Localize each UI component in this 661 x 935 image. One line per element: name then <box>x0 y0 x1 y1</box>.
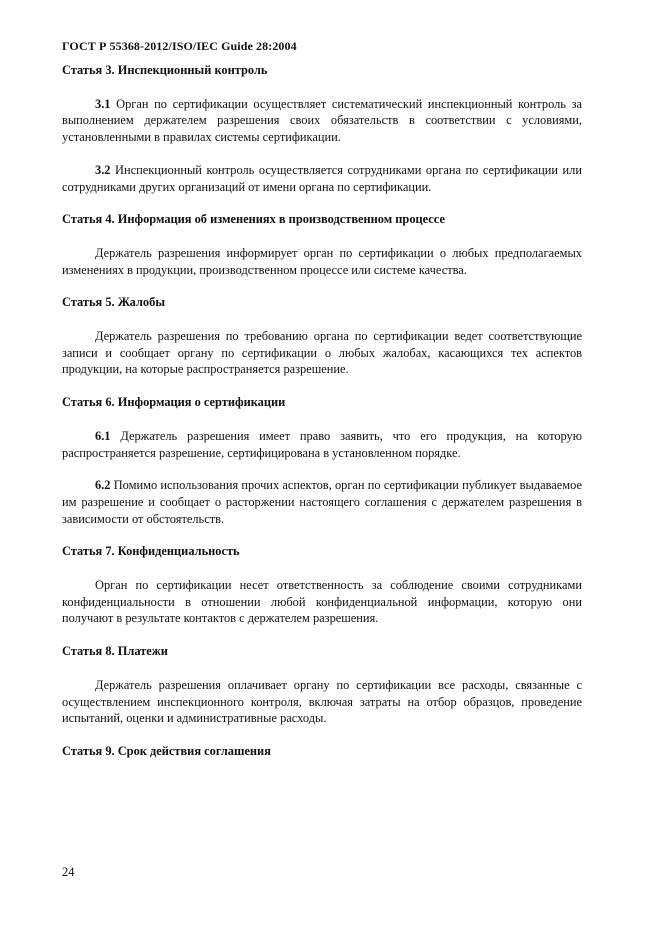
paragraph-text: Держатель разрешения оплачивает органу по сертификации все расходы, связанные с осуществлением инспекционного контроля, включая затраты на отбор образцов, проведение испытаний, оценки и административные расходы. <box>62 677 582 726</box>
paragraph-text: Держатель разрешения по требованию органа по сертификации ведет соответствующие записи и сообщает органу по сертификации о любых жалобах, касающихся тех аспектов продукции, на которые распространяется разрешение. <box>62 329 582 377</box>
paragraph-number: 6.1 <box>95 428 111 443</box>
paragraph-text: Держатель разрешения информирует орган по сертификации о любых предполагаемых изменениях в продукции, производственном процессе или системе качества. <box>62 245 582 277</box>
article-3-title: Статья 3. Инспекционный контроль <box>62 63 268 77</box>
article-8-paragraph <box>62 677 582 727</box>
article-9-title: Статья 9. Срок действия соглашения <box>62 743 271 758</box>
paragraph-number: 3.2 <box>95 162 111 177</box>
paragraph-text: Орган по сертификации осуществляет систематический инспекционный контроль за выполнением держателем разрешения своих обязательств в соответствии с условиями, установленными в правилах системы сертификации. <box>62 96 582 145</box>
article-5-title: Статья 5. Жалобы <box>62 295 165 310</box>
paragraph-number: 6.2 <box>95 478 111 493</box>
article-6-title: Статья 6. Информация о сертификации <box>62 395 286 410</box>
article-4-title: Статья 4. Информация об изменениях в производственном процессе <box>62 212 445 227</box>
article-7-paragraph <box>62 577 582 627</box>
article-3-paragraph-2 <box>62 162 582 195</box>
paragraph-text: Инспекционный контроль осуществляется сотрудниками органа по сертификации или сотрудниками других организаций от имени органа по сертификации. <box>62 162 582 194</box>
article-8-title: Статья 8. Платежи <box>62 644 168 659</box>
document-body <box>62 62 582 760</box>
article-5-paragraph <box>62 328 582 378</box>
article-6-paragraph-2 <box>62 477 582 527</box>
article-7-title: Статья 7. Конфиденциальность <box>62 544 240 559</box>
document-header: ГОСТ Р 55368-2012/ISO/IEC Guide 28:2004 <box>62 39 297 53</box>
article-6-paragraph-1 <box>62 428 582 461</box>
paragraph-text: Орган по сертификации несет ответственность за соблюдение своими сотрудниками конфиденциальности в отношении любой конфиденциальной информации, которую они получают в результате контактов с держателем разрешения. <box>62 578 582 626</box>
page-number: 24 <box>62 865 75 879</box>
paragraph-text: Держатель разрешения имеет право заявить, что его продукция, на которую распространяется разрешение, сертифицирована в установленном порядке. <box>62 428 582 460</box>
article-4-paragraph <box>62 245 582 278</box>
paragraph-number: 3.1 <box>95 96 111 111</box>
article-3-paragraph-1 <box>62 96 582 146</box>
paragraph-text: Помимо использования прочих аспектов, орган по сертификации публикует выдаваемое им разрешение и сообщает о расторжении настоящего соглашения с держателем разрешения в зависимости от обстоятельств. <box>62 478 582 526</box>
